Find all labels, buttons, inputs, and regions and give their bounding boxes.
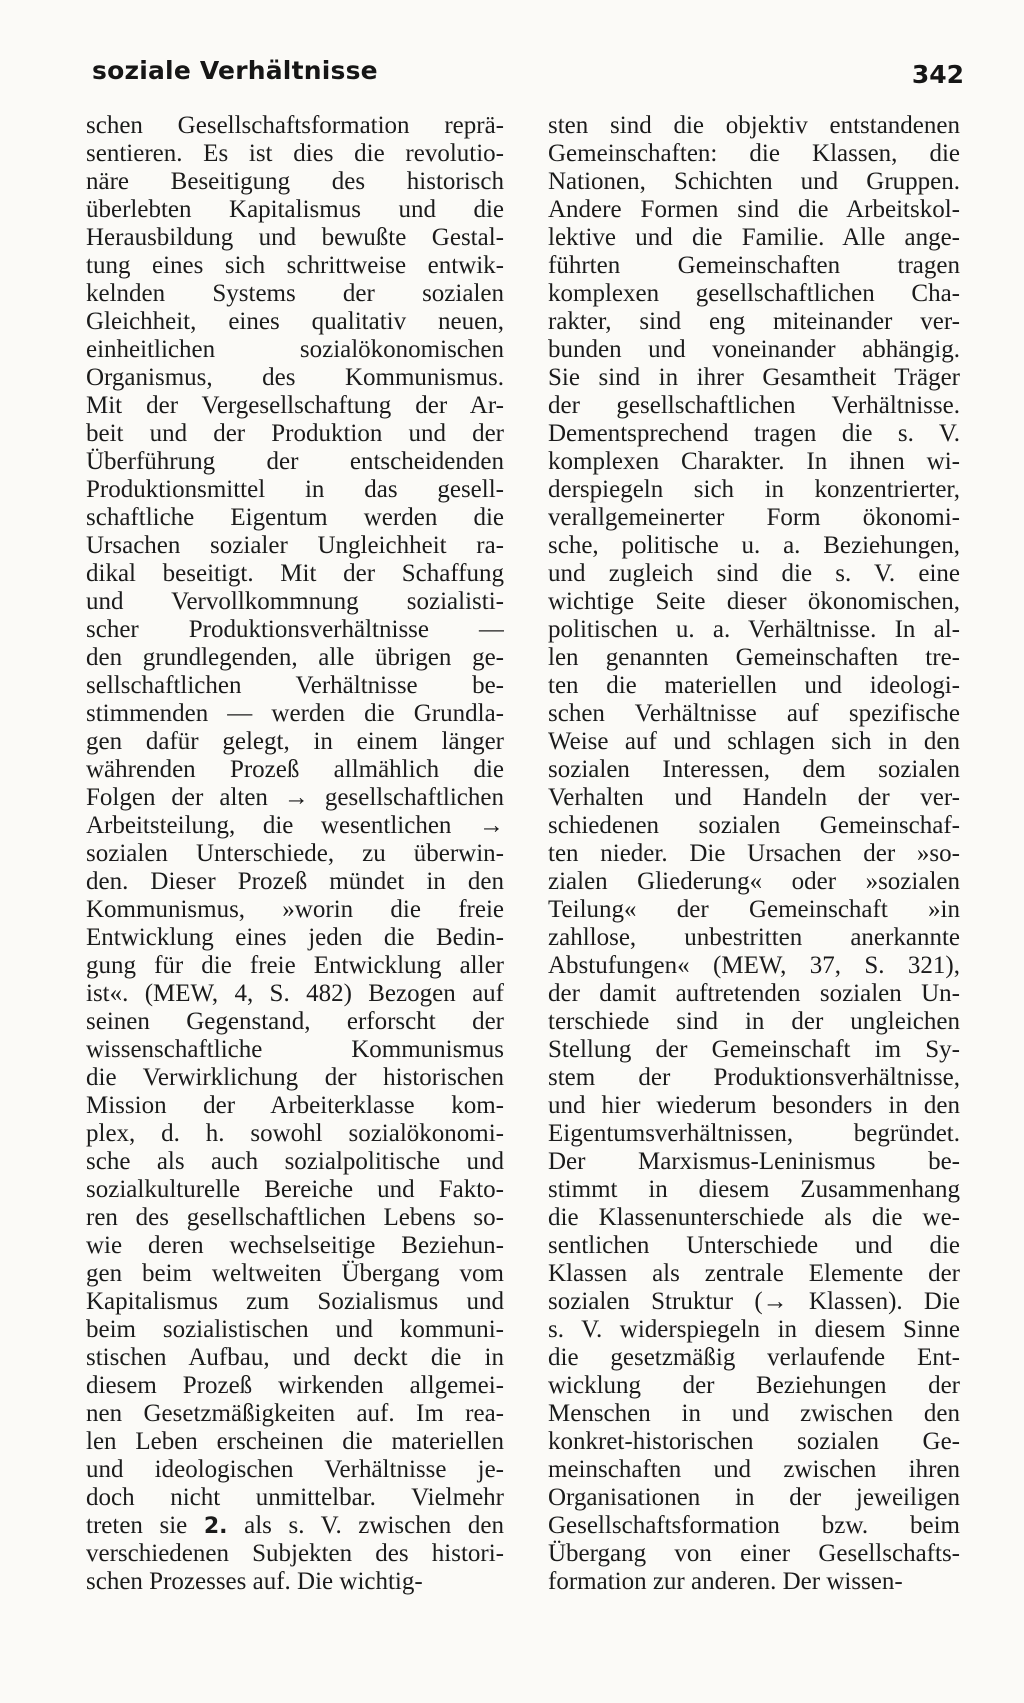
text-line: terschiede sind in der ungleichen: [548, 1008, 960, 1035]
text-line: Weise auf und schlagen sich in den: [548, 728, 960, 755]
text-line: und hier wiederum besonders in den: [548, 1092, 960, 1119]
cross-reference-term: gesellschaftlichen: [324, 784, 504, 811]
text-line: näre Beseitigung des historisch: [86, 168, 504, 195]
text-line: Gemeinschaften: die Klassen, die: [548, 140, 960, 167]
text-line: führten Gemeinschaften tragen: [548, 252, 960, 279]
text-line: dikal beseitigt. Mit der Schaffung: [86, 560, 504, 587]
text-line: schen Prozesses auf. Die wichtig-: [86, 1568, 423, 1595]
text-line: Andere Formen sind die Arbeitskol-: [548, 196, 960, 223]
text-line: einheitlichen sozialökonomischen: [86, 336, 504, 363]
text-line: schiedenen sozialen Gemeinschaf-: [548, 812, 960, 839]
text-line: plex, d. h. sowohl sozialökonomi-: [86, 1120, 504, 1147]
text-line: Teilung« der Gemeinschaft »in: [548, 896, 960, 923]
text-line: verallgemeinerter Form ökonomi-: [548, 504, 960, 531]
page-number: 342: [911, 60, 964, 89]
text-line: sentlichen Unterschiede und die: [548, 1232, 960, 1259]
text-line: Mit der Vergesellschaftung der Ar-: [86, 392, 504, 419]
text-line: komplexen Charakter. In ihnen wi-: [548, 448, 960, 475]
text-line: Gleichheit, eines qualitativ neuen,: [86, 308, 504, 335]
text-line: währenden Prozeß allmählich die: [86, 756, 504, 783]
text-line: rakter, sind eng miteinander ver-: [548, 308, 960, 335]
text-line: wichtige Seite dieser ökonomischen,: [548, 588, 960, 615]
text-line: stimmt in diesem Zusammenhang: [548, 1176, 960, 1203]
text-line: treten sie 2. als s. V. zwischen den: [86, 1512, 504, 1539]
text-line: Sie sind in ihrer Gesamtheit Träger: [548, 364, 960, 391]
text-line: Organismus, des Kommunismus.: [86, 364, 504, 391]
text-line: zialen Gliederung« oder »sozialen: [548, 868, 960, 895]
text-line: schaftliche Eigentum werden die: [86, 504, 504, 531]
text-line: schen Gesellschaftsformation reprä-: [86, 112, 504, 139]
text-line: diesem Prozeß wirkenden allgemei-: [86, 1372, 504, 1399]
running-head: soziale Verhältnisse: [92, 56, 378, 85]
text-line: wicklung der Beziehungen der: [548, 1372, 960, 1399]
text-line: Klassen als zentrale Elemente der: [548, 1260, 960, 1287]
text-line: den grundlegenden, alle übrigen ge-: [86, 644, 504, 671]
text-line: Organisationen in der jeweiligen: [548, 1484, 960, 1511]
text-line: Gesellschaftsformation bzw. beim: [548, 1512, 960, 1539]
text-line: wissenschaftliche Kommunismus: [86, 1036, 504, 1063]
text-line: sozialen Unterschiede, zu überwin-: [86, 840, 504, 867]
text-line: lektive und die Familie. Alle ange-: [548, 224, 960, 251]
text-line: Eigentumsverhältnissen, begründet.: [548, 1120, 960, 1147]
text-line: ren des gesellschaftlichen Lebens so-: [86, 1204, 504, 1231]
text-line: die Verwirklichung der historischen: [86, 1064, 504, 1091]
text-line: Ursachen sozialer Ungleichheit ra-: [86, 532, 504, 559]
text-line: Folgen der alten → gesellschaftlichen: [86, 784, 504, 811]
text-line: sche als auch sozialpolitische und: [86, 1148, 504, 1175]
text-line: gen dafür gelegt, in einem länger: [86, 728, 504, 755]
text-line: Kapitalismus zum Sozialismus und: [86, 1288, 504, 1315]
text-line: der gesellschaftlichen Verhältnisse.: [548, 392, 960, 419]
text-line: Abstufungen« (MEW, 37, S. 321),: [548, 952, 960, 979]
text-line: verschiedenen Subjekten des histori-: [86, 1540, 504, 1567]
text-line: überlebten Kapitalismus und die: [86, 196, 504, 223]
text-line: sellschaftlichen Verhältnisse be-: [86, 672, 504, 699]
cross-reference-term: Arbeitsteilung: [86, 812, 230, 839]
text-line: bunden und voneinander abhängig.: [548, 336, 960, 363]
text-line: politischen u. a. Verhältnisse. In al-: [548, 616, 960, 643]
text-line: Verhalten und Handeln der ver-: [548, 784, 960, 811]
text-line: Produktionsmittel in das gesell-: [86, 476, 504, 503]
text-line: konkret-historischen sozialen Ge-: [548, 1428, 960, 1455]
text-line: Überführung der entscheidenden: [86, 448, 504, 475]
cross-reference-term: Klassen: [808, 1288, 889, 1315]
text-line: komplexen gesellschaftlichen Cha-: [548, 280, 960, 307]
text-line: len genannten Gemeinschaften tre-: [548, 644, 960, 671]
text-line: sten sind die objektiv entstandenen: [548, 112, 960, 139]
text-line: Menschen in und zwischen den: [548, 1400, 960, 1427]
text-line: sozialen Struktur (→ Klassen). Die: [548, 1288, 960, 1315]
text-line: tung eines sich schrittweise entwik-: [86, 252, 504, 279]
text-line: die gesetzmäßig verlaufende Ent-: [548, 1344, 960, 1371]
right-text-column: [548, 112, 960, 1596]
text-line: sozialkulturelle Bereiche und Fakto-: [86, 1176, 504, 1203]
text-line: zahllose, unbestritten anerkannte: [548, 924, 960, 951]
text-line: Nationen, Schichten und Gruppen.: [548, 168, 960, 195]
text-line: sozialen Interessen, dem sozialen: [548, 756, 960, 783]
text-line: gung für die freie Entwicklung aller: [86, 952, 504, 979]
text-line: doch nicht unmittelbar. Vielmehr: [86, 1484, 504, 1511]
text-line: Entwicklung eines jeden die Bedin-: [86, 924, 504, 951]
text-line: ten nieder. Die Ursachen der »so-: [548, 840, 960, 867]
text-line: derspiegeln sich in konzentrierter,: [548, 476, 960, 503]
text-line: schen Verhältnisse auf spezifische: [548, 700, 960, 727]
text-line: Stellung der Gemeinschaft im Sy-: [548, 1036, 960, 1063]
text-line: s. V. widerspiegeln in diesem Sinne: [548, 1316, 960, 1343]
text-line: meinschaften und zwischen ihren: [548, 1456, 960, 1483]
cross-reference-term: sozialen Unterschiede: [86, 840, 328, 867]
text-line: scher Produktionsverhältnisse —: [86, 616, 504, 643]
text-line: und zugleich sind die s. V. eine: [548, 560, 960, 587]
text-line: formation zur anderen. Der wissen-: [548, 1568, 903, 1595]
text-line: und ideologischen Verhältnisse je-: [86, 1456, 504, 1483]
text-line: den. Dieser Prozeß mündet in den: [86, 868, 504, 895]
text-line: len Leben erscheinen die materiellen: [86, 1428, 504, 1455]
text-line: Herausbildung und bewußte Gestal-: [86, 224, 504, 251]
text-line: seinen Gegenstand, erforscht der: [86, 1008, 504, 1035]
text-line: und Vervollkommnung sozialisti-: [86, 588, 504, 615]
text-line: beit und der Produktion und der: [86, 420, 504, 447]
text-line: stimmenden — werden die Grundla-: [86, 700, 504, 727]
text-line: Arbeitsteilung, die wesentlichen →: [86, 812, 504, 839]
text-line: stem der Produktionsverhältnisse,: [548, 1064, 960, 1091]
text-line: ten die materiellen und ideologi-: [548, 672, 960, 699]
text-line: nen Gesetzmäßigkeiten auf. Im rea-: [86, 1400, 504, 1427]
text-line: sche, politische u. a. Beziehungen,: [548, 532, 960, 559]
text-line: sentieren. Es ist dies die revolutio-: [86, 140, 504, 167]
text-line: kelnden Systems der sozialen: [86, 280, 504, 307]
text-line: ist«. (MEW, 4, S. 482) Bezogen auf: [86, 980, 504, 1007]
text-line: stischen Aufbau, und deckt die in: [86, 1344, 504, 1371]
text-line: wie deren wechselseitige Beziehun-: [86, 1232, 504, 1259]
left-text-column: [86, 112, 504, 1596]
text-line: gen beim weltweiten Übergang vom: [86, 1260, 504, 1287]
text-line: die Klassenunterschiede als die we-: [548, 1204, 960, 1231]
text-line: Der Marxismus-Leninismus be-: [548, 1148, 960, 1175]
text-line: Kommunismus, »worin die freie: [86, 896, 504, 923]
text-line: der damit auftretenden sozialen Un-: [548, 980, 960, 1007]
text-line: Übergang von einer Gesellschafts-: [548, 1540, 960, 1567]
text-line: Mission der Arbeiterklasse kom-: [86, 1092, 504, 1119]
text-line: beim sozialistischen und kommuni-: [86, 1316, 504, 1343]
enumeration-number: 2.: [203, 1514, 228, 1539]
text-line: Dementsprechend tragen die s. V.: [548, 420, 960, 447]
